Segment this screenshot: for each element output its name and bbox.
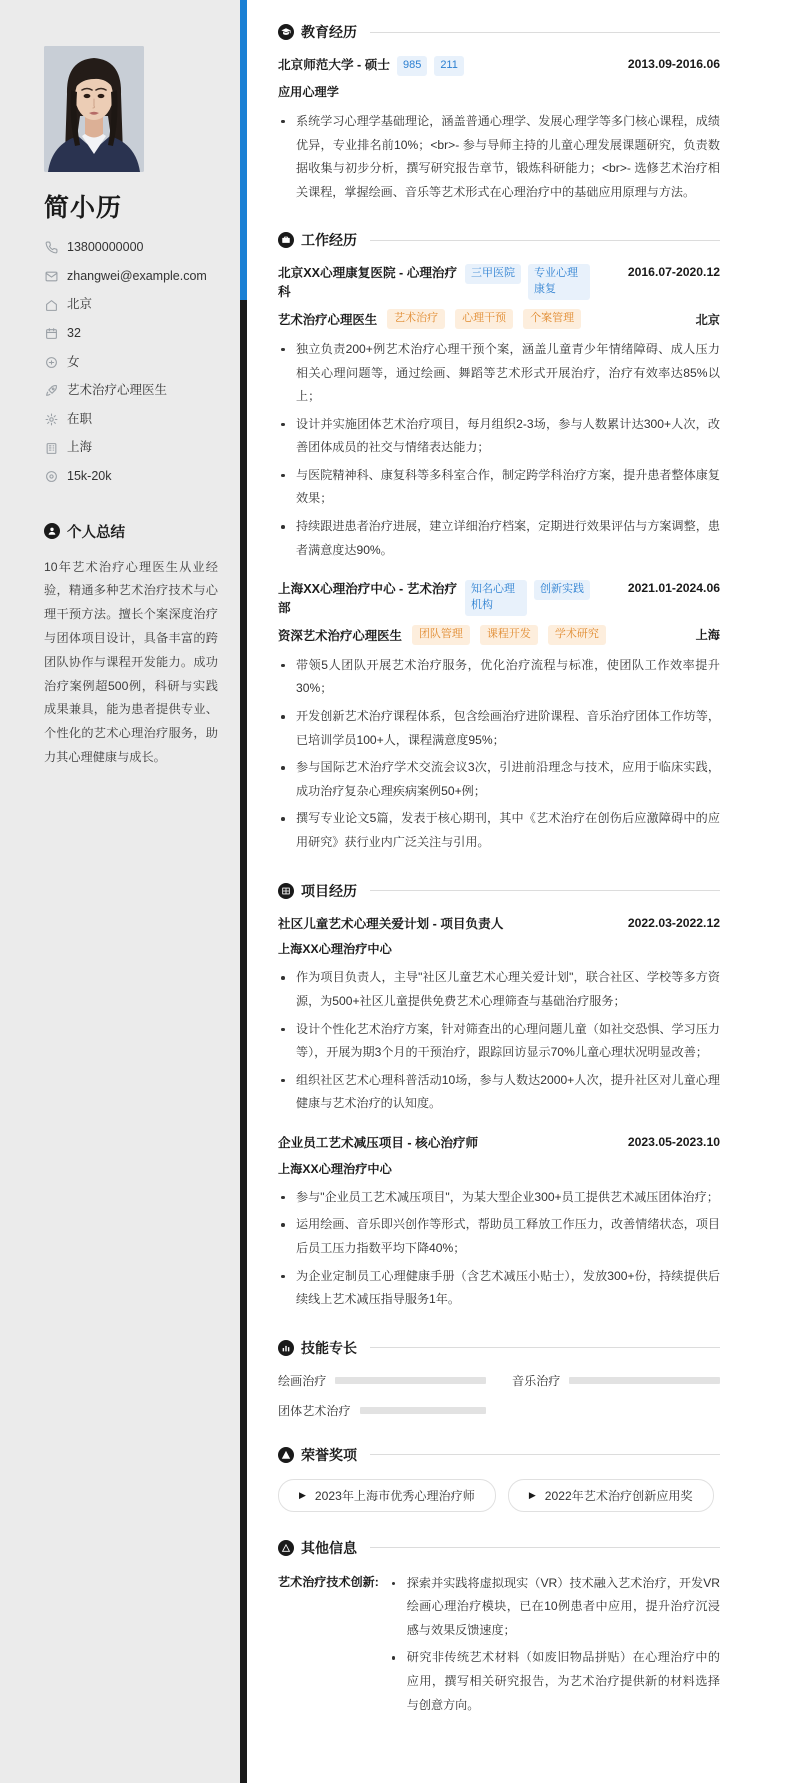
phone-icon	[44, 241, 58, 255]
contact-value: zhangwei@example.com	[67, 268, 207, 283]
bullet-item: 组织社区艺术心理科普活动10场，参与人数达2000+人次，提升社区对儿童心理健康与艺术治疗的认知度。	[278, 1069, 720, 1116]
skill-label: 绘画治疗	[278, 1373, 327, 1388]
bullet-item: 设计并实施团体艺术治疗项目，每月组织2-3场，参与人数累计达300+人次，改善团体成员的社交与情绪表达能力；	[278, 413, 720, 460]
award-label: 2023年上海市优秀心理治疗师	[314, 1488, 475, 1503]
entry-date: 2016.07-2020.12	[627, 265, 720, 280]
contact-list	[44, 240, 218, 485]
award-icon	[278, 1540, 294, 1556]
page-title: 简小历	[44, 194, 123, 222]
entry-header	[278, 56, 720, 76]
status-icon	[44, 413, 58, 427]
skill-track	[360, 1407, 486, 1414]
entry-main	[278, 580, 620, 618]
project-name: 社区儿童艺术心理关爱计划 - 项目负责人	[278, 916, 504, 931]
entry-date: 2013.09-2016.06	[627, 57, 720, 71]
rocket-icon	[44, 384, 58, 398]
entry-main	[278, 915, 620, 934]
section-rule	[370, 1454, 720, 1455]
calendar-icon	[44, 327, 58, 341]
role-name: 艺术治疗心理医生	[278, 313, 378, 327]
section-awards	[278, 1445, 720, 1512]
contact-phone	[44, 240, 218, 256]
contact-value: 32	[67, 325, 81, 340]
section-title: 项目经历	[301, 882, 357, 899]
contact-position	[44, 383, 218, 399]
summary-title: 个人总结	[67, 524, 125, 541]
summary-heading	[44, 521, 218, 542]
avatar	[44, 46, 144, 172]
entry-header	[278, 915, 720, 934]
contact-gender	[44, 355, 218, 371]
project-org: 上海XX心理治疗中心	[278, 1161, 392, 1176]
education-heading	[278, 22, 720, 42]
skill-item	[512, 1372, 720, 1389]
section-projects	[278, 881, 720, 1312]
company-tag: 三甲医院	[465, 264, 521, 284]
role-tag: 团队管理	[412, 625, 470, 645]
award-chip[interactable]	[508, 1479, 714, 1512]
role-tag: 课程开发	[480, 625, 538, 645]
section-education	[278, 22, 720, 204]
bullet-item: 参与"企业员工艺术减压项目"，为某大型企业300+员工提供艺术减压团体治疗；	[278, 1186, 720, 1210]
section-title: 其他信息	[301, 1539, 357, 1556]
grid-icon	[278, 883, 294, 899]
major-name: 应用心理学	[278, 84, 339, 99]
main-content	[240, 0, 794, 1783]
cap-icon	[278, 24, 294, 40]
company-tag: 创新实践	[534, 580, 590, 600]
entry-main	[278, 56, 620, 76]
skills-heading	[278, 1338, 720, 1358]
bullet-item: 带领5人团队开展艺术治疗服务，优化治疗流程与标准，使团队工作效率提升30%；	[278, 654, 720, 701]
role-tag: 个案管理	[523, 309, 581, 329]
contact-value: 13800000000	[67, 240, 144, 254]
school-tag: 985	[397, 56, 427, 76]
work-entry	[278, 580, 720, 854]
work-heading	[278, 230, 720, 250]
role-name: 资深艺术治疗心理医生	[278, 628, 402, 643]
sidebar	[0, 0, 240, 1783]
education-bullets	[278, 110, 720, 204]
role-location: 上海	[695, 628, 720, 643]
education-entry	[278, 56, 720, 204]
school-name: 北京师范大学 - 硕士	[278, 58, 390, 72]
contact-home	[44, 297, 218, 313]
other-bullets	[389, 1572, 720, 1717]
section-other-info	[278, 1538, 720, 1717]
role-row	[278, 625, 720, 645]
bullet-item: 系统学习心理学基础理论，涵盖普通心理学、发展心理学等多门核心课程，成绩优异，专业排名前10%；<br>- 参与导师主持的儿童心理发展课题研究，负责数据收集与初步分析，撰写研究报告章节，锻炼科研能力；<br>- 选修艺术治疗相关课程，掌握绘画、音乐等艺术形式在心理治疗中的基础应用原理与方法。	[278, 110, 720, 204]
entry-header	[278, 580, 720, 618]
contact-value: 女	[67, 354, 80, 369]
bullet-item: 设计个性化艺术治疗方案，针对筛查出的心理问题儿童（如社交恐惧、学习压力等），开展为期3个月的干预治疗，跟踪回访显示70%儿童心理状况明显改善；	[278, 1018, 720, 1065]
contact-age	[44, 326, 218, 342]
award-label: 2022年艺术治疗创新应用奖	[544, 1488, 693, 1503]
entry-header	[278, 1134, 720, 1153]
contact-city	[44, 440, 218, 456]
building-icon	[44, 441, 58, 455]
section-work	[278, 230, 720, 854]
company-name: 上海XX心理治疗中心 - 艺术治疗部	[278, 582, 458, 616]
other-info-heading	[278, 1538, 720, 1558]
bullet-item: 探索并实践将虚拟现实（VR）技术融入艺术治疗，开发VR绘画心理治疗模块，已在10例患者中应用，提升治疗沉浸感与效果反馈速度；	[389, 1572, 720, 1643]
bullet-item: 为企业定制员工心理健康手册（含艺术减压小贴士），发放300+份，持续提供后续线上艺术减压指导服务1年。	[278, 1265, 720, 1312]
work-bullets	[278, 654, 720, 855]
skill-label: 团体艺术治疗	[278, 1403, 351, 1418]
skill-list	[278, 1372, 720, 1419]
chart-icon	[278, 1340, 294, 1356]
project-name: 企业员工艺术减压项目 - 核心治疗师	[278, 1135, 479, 1150]
bullet-item: 独立负责200+例艺术治疗心理干预个案，涵盖儿童青少年情绪障碍、成人压力相关心理问题等，通过绘画、舞蹈等艺术形式开展治疗，治疗有效率达85%以上；	[278, 338, 720, 409]
company-tag: 专业心理康复	[528, 264, 590, 300]
awards-heading	[278, 1445, 720, 1465]
school-tag: 211	[434, 56, 464, 76]
skill-label: 音乐治疗	[512, 1373, 561, 1388]
contact-value: 上海	[67, 440, 93, 455]
section-rule	[370, 1547, 720, 1548]
bullet-item: 撰写专业论文5篇，发表于核心期刊，其中《艺术治疗在创伤后应激障碍中的应用研究》获行业内广泛关注与引用。	[278, 807, 720, 854]
skill-item	[278, 1402, 486, 1419]
contact-salary	[44, 469, 218, 485]
project-entry	[278, 915, 720, 1116]
section-title: 技能专长	[301, 1339, 357, 1356]
project-bullets	[278, 1186, 720, 1312]
entry-date: 2021.01-2024.06	[627, 581, 720, 596]
work-entry	[278, 264, 720, 562]
company-name: 北京XX心理康复医院 - 心理治疗科	[278, 266, 458, 300]
contact-value: 在职	[67, 411, 93, 426]
bullet-item: 持续跟进患者治疗进展，建立详细治疗档案，定期进行效果评估与方案调整，患者满意度达90%。	[278, 515, 720, 562]
section-rule	[370, 1347, 720, 1348]
section-title: 工作经历	[301, 232, 357, 249]
entry-date: 2022.03-2022.12	[627, 915, 720, 930]
skill-track	[335, 1377, 486, 1384]
contact-value: 北京	[67, 297, 93, 312]
role-tag: 心理干预	[455, 309, 513, 329]
role-tags	[387, 309, 686, 329]
role-tag: 学术研究	[548, 625, 606, 645]
contact-status	[44, 412, 218, 428]
bullet-item: 研究非传统艺术材料（如废旧物品拼贴）在心理治疗中的应用，撰写相关研究报告，为艺术治疗提供新的材料选择与创意方向。	[389, 1646, 720, 1717]
project-entry	[278, 1134, 720, 1312]
projects-heading	[278, 881, 720, 901]
home-icon	[44, 298, 58, 312]
salary-icon	[44, 470, 58, 484]
role-location: 北京	[695, 312, 720, 327]
entry-main	[278, 1134, 620, 1153]
award-icon	[278, 1447, 294, 1463]
bullet-item: 开发创新艺术治疗课程体系，包含绘画治疗进阶课程、音乐治疗团体工作坊等，已培训学员100+人，课程满意度95%；	[278, 705, 720, 752]
award-list	[278, 1479, 720, 1512]
triangle-icon: ▶	[299, 1489, 306, 1500]
briefcase-icon	[278, 232, 294, 248]
triangle-icon: ▶	[528, 1489, 536, 1500]
entry-main	[278, 264, 620, 302]
contact-email	[44, 269, 218, 285]
bullet-item: 作为项目负责人，主导"社区儿童艺术心理关爱计划"，联合社区、学校等多方资源，为500+社区儿童提供免费艺术心理筛查与基础治疗服务；	[278, 966, 720, 1013]
section-rule	[370, 890, 720, 891]
section-rule	[370, 32, 720, 33]
project-bullets	[278, 966, 720, 1115]
contact-value: 15k-20k	[67, 469, 112, 483]
other-info-key: 艺术治疗技术创新:	[278, 1574, 379, 1589]
gender-icon	[44, 355, 58, 369]
bullet-item: 运用绘画、音乐即兴创作等形式，帮助员工释放工作压力，改善情绪状态，项目后员工压力指数平均下降40%；	[278, 1213, 720, 1260]
section-rule	[370, 240, 720, 241]
skill-item	[278, 1372, 486, 1389]
other-info-value	[389, 1572, 720, 1717]
person-icon	[44, 523, 60, 539]
section-title: 荣誉奖项	[301, 1446, 357, 1463]
bullet-item: 与医院精神科、康复科等多科室合作，制定跨学科治疗方案，提升患者整体康复效果；	[278, 464, 720, 511]
mail-icon	[44, 269, 58, 283]
award-chip[interactable]	[278, 1479, 496, 1512]
section-skills	[278, 1338, 720, 1419]
bullet-item: 参与国际艺术治疗学术交流会议3次，引进前沿理念与技术，应用于临床实践，成功治疗复杂心理疾病案例50+例；	[278, 756, 720, 803]
other-info-row	[278, 1572, 720, 1717]
work-bullets	[278, 338, 720, 562]
company-tag: 知名心理机构	[465, 580, 527, 616]
section-title: 教育经历	[301, 24, 357, 40]
divider-stripe-accent	[240, 0, 247, 300]
entry-date: 2023.05-2023.10	[627, 1134, 720, 1149]
role-row	[278, 309, 720, 329]
project-org: 上海XX心理治疗中心	[278, 942, 392, 957]
skill-track	[569, 1377, 720, 1384]
role-tag: 艺术治疗	[387, 309, 445, 329]
role-tags	[412, 625, 686, 645]
entry-header	[278, 264, 720, 302]
summary-text: 10年艺术治疗心理医生从业经验，精通多种艺术治疗技术与心理干预方法。擅长个案深度治疗与团体项目设计，具备丰富的跨团队协作与课程开发能力。成功治疗案例超500例，科研与实践成果兼具，能为患者提供专业、个性化的艺术心理治疗服务，助力其心理健康与成长。	[44, 559, 218, 764]
contact-value: 艺术治疗心理医生	[67, 383, 168, 398]
